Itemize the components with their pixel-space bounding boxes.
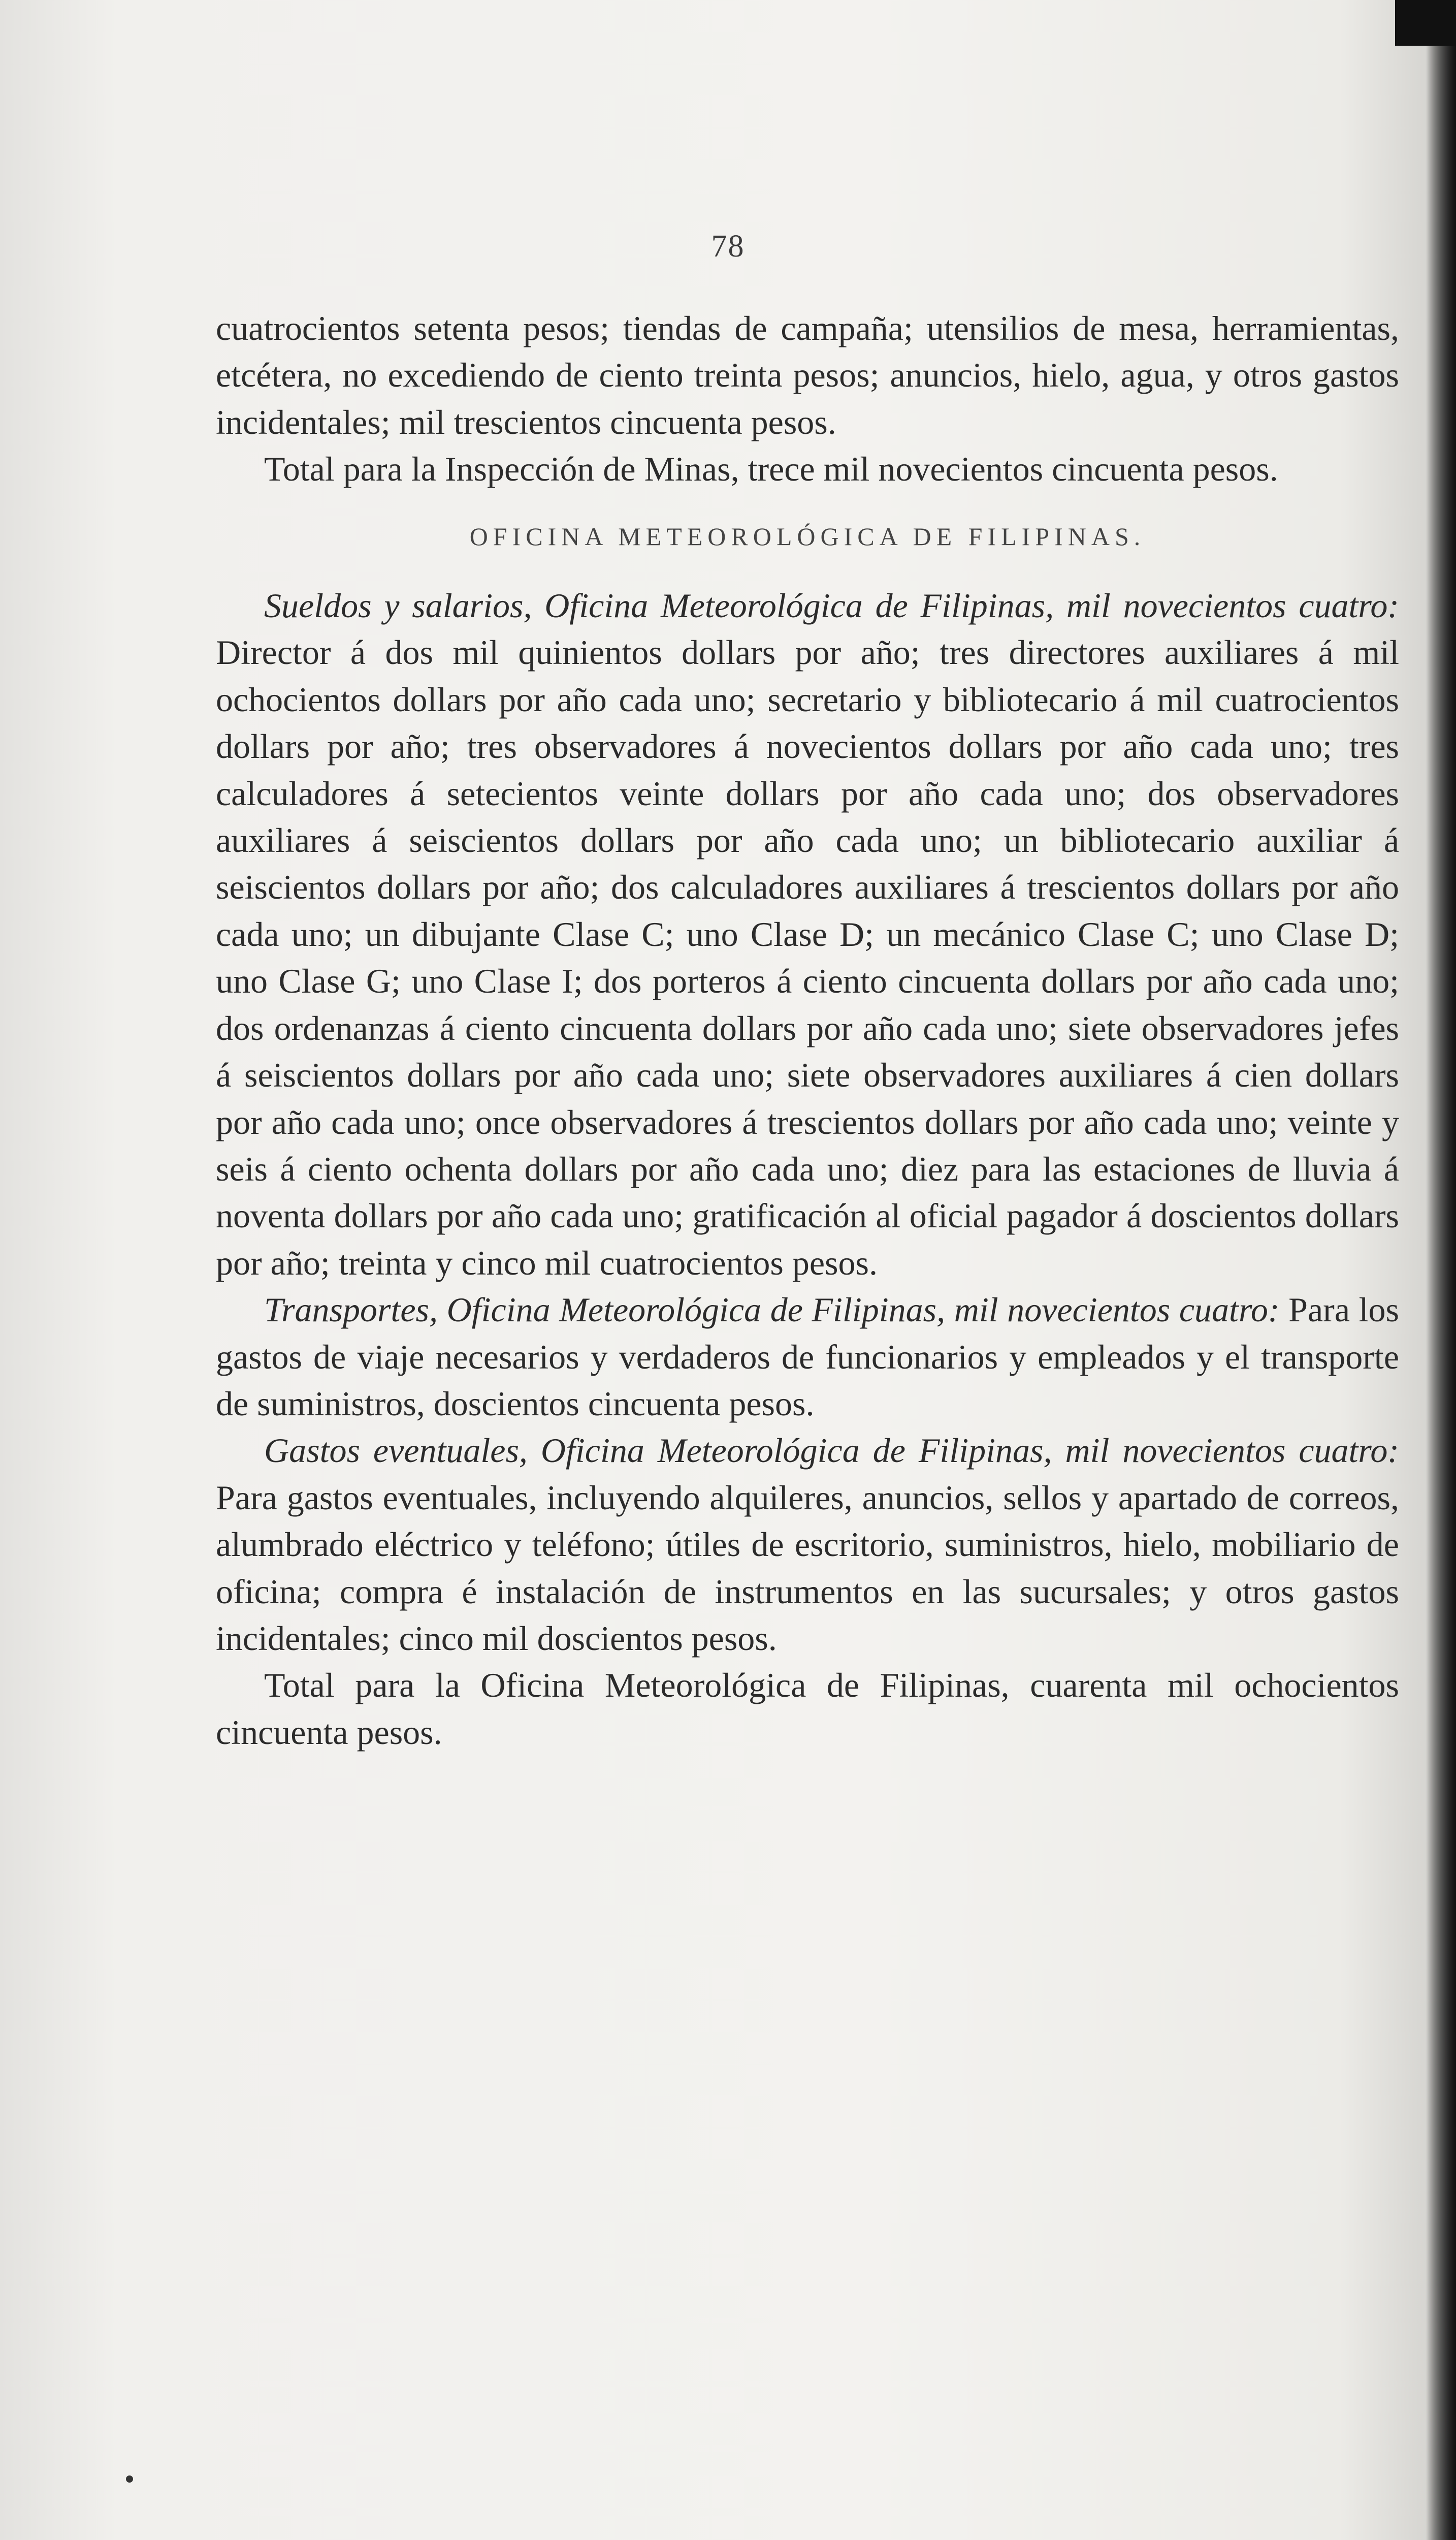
paragraph-total-minas: Total para la Inspección de Minas, trece mil novecientos cincuenta pesos. (264, 450, 1278, 489)
scan-border (1395, 0, 1456, 46)
paragraph-continuation: cuatrocientos setenta pesos; tiendas de campaña; utensilios de mesa, herramientas, etcétera, no excediendo de ciento treinta pesos; anuncios, hielo, agua, y otros gastos incidentales; mil trescientos cincuenta pesos. (216, 309, 1399, 441)
paragraph-body: Director á dos mil quinientos dollars por año; tres directores auxiliares á mil ochocientos dollars por año cada uno; secretario y bibliotecario á mil cuatrocientos dollars por año; tres observadores á novecientos dollars por año cada uno; tres calculadores á setecientos veinte dollars por año cada uno; dos observadores auxiliares á seiscientos dollars por año cada uno; un bibliotecario auxiliar á seiscientos dollars por año; dos calculadores auxiliares á trescientos dollars por año cada uno; un dibujante Clase C; uno Clase D; un mecánico Clase C; uno Clase D; uno Clase G; uno Clase I; dos porteros á ciento cincuenta dollars por año cada uno; dos ordenanzas á ciento cincuenta dollars por año cada uno; siete observadores jefes á seiscientos dollars por año cada uno; siete observadores auxiliares á cien dollars por año cada uno; once observadores á trescientos dollars por año cada uno; veinte y seis á ciento ochenta dollars por año cada uno; diez para las estaciones de lluvia á noventa dollars por año cada uno; gratificación al oficial pagador á doscientos dollars por año; treinta y cinco mil cuatrocientos pesos. (216, 633, 1399, 1282)
paragraph-body: Para los gastos de viaje necesarios y verdaderos de funcionarios y empleados y el transporte de suministros, doscientos cincuenta pesos. (216, 1290, 1399, 1423)
paragraph-sueldos (216, 582, 1399, 1286)
paragraph-total-oficina: Total para la Oficina Meteorológica de Filipinas, cuarenta mil ochocientos cincuenta pesos. (216, 1666, 1399, 1752)
body-text (216, 305, 1399, 1756)
paragraph-lead-italic: Gastos eventuales, Oficina Meteorológica de Filipinas, mil novecientos cuatro: (264, 1431, 1399, 1470)
paragraph-lead-italic: Transportes, Oficina Meteorológica de Filipinas, mil novecientos cuatro: (264, 1290, 1280, 1329)
section-heading: OFICINA METEOROLÓGICA DE FILIPINAS. (469, 522, 1146, 551)
page-number: 78 (711, 229, 745, 264)
page-edge-shadow (1426, 0, 1456, 2540)
paragraph-body: Para gastos eventuales, incluyendo alquileres, anuncios, sellos y apartado de correos, alumbrado eléctrico y teléfono; útiles de escritorio, suministros, hielo, mobiliario de oficina; compra é instalación de instrumentos en las sucursales; y otros gastos incidentales; cinco mil doscientos pesos. (216, 1478, 1399, 1658)
paragraph-lead-italic: Sueldos y salarios, Oficina Meteorológica de Filipinas, mil novecientos cuatro: (264, 586, 1399, 625)
paragraph-transportes (216, 1286, 1399, 1427)
paragraph-gastos (216, 1427, 1399, 1662)
ink-speck (126, 2475, 133, 2483)
